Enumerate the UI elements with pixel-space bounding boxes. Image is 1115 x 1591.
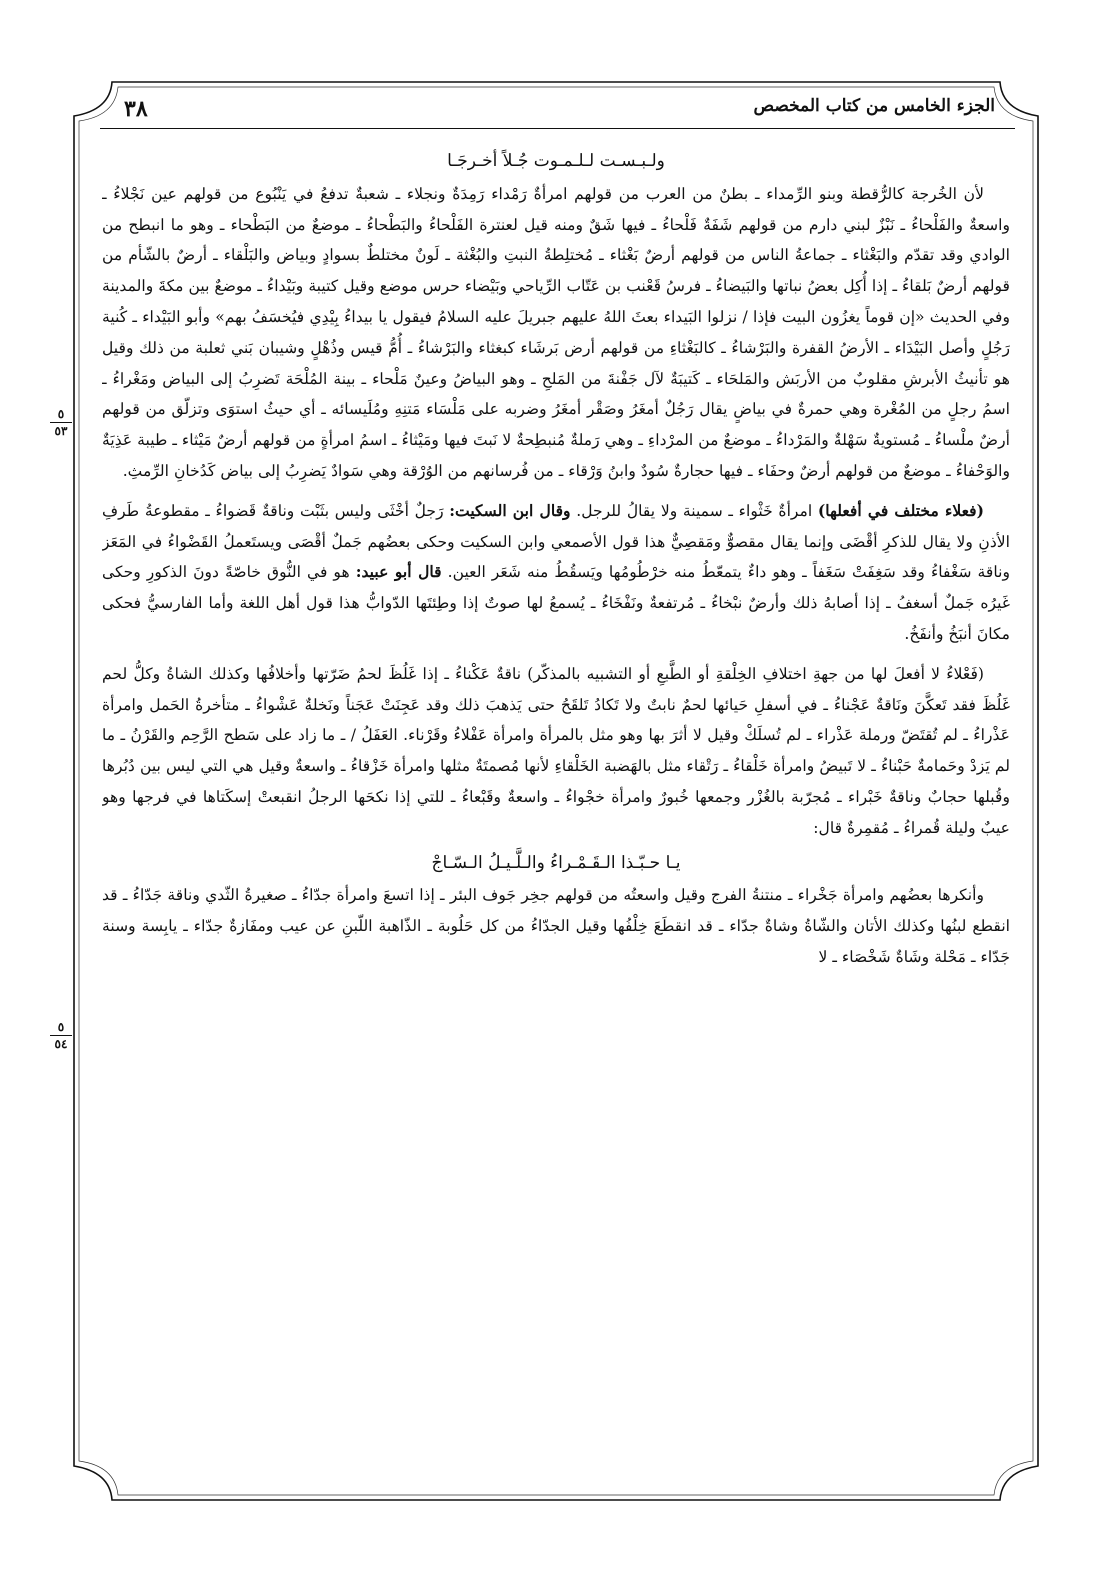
margin-reference [50,407,72,438]
margin-ref-top: ٥ [57,407,65,421]
verse-line: يـا حـبّـذا الـقَـمْـراءُ والـلَّـيـلُ الـسّـاجْ [431,852,681,873]
page-number: ٣٨ [124,96,148,122]
margin-ref-line [50,422,72,423]
margin-ref-top: ٥ [57,1020,65,1034]
header-divider [100,128,1015,129]
paragraph-text: هو في النُّوق خاصّةً دونَ الذكورِ وحكى غَيرُه جَملٌ أسغفُ ـ إذا أصابهُ ذلك وأرضٌ نبْخاءُ ـ مُرتفعةٌ ونَفْخَاءُ ـ يُسمعُ لها صوتٌ إذا وطِئتَها الدّوابُّ هذا قول أهل اللغة وأما الفارسيُّ فحكى مكانَ أنبَخُ وأنفَخُ. [102,563,1010,643]
margin-ref-bottom: ٥٣ [54,424,68,438]
paragraph [102,496,1010,650]
margin-ref-bottom: ٥٤ [54,1037,68,1051]
citation-label: وقال ابن السكيت: [449,500,571,520]
paragraph: (فَعْلاءُ لا أفعلَ لها من جهةِ اختلافِ الخِلْقةِ أو الطَّبعِ أو التشبيه بالمذكّر) ناقةٌ عَكْناءُ ـ إذا غَلُظَ لحمُ ضَرّتها وأخلافُها وكذلك الشاةُ وكلُّ لحم غَلُظَ فقد تَعكَّنَ ونَاقةٌ عَجْناءُ ـ في أسفلِ حَيائها لحمٌ نابتٌ ولا تَكادُ تَلقَحُ حتى يَذهبَ ذلك وقد عَجِنَتْ عَجَناً ونَخلةٌ عَشْواءُ ـ متأخرةُ الحَمل وامرأة عَذْراءُ ـ لم تُقتَضّ ورملة عَذْراء ـ لم تُسلَكْ وقيل لا أثرَ بها وهو مثل بالمرأة وامرأة عَفْلاءُ وقَرْناء. العَفَلُ / ـ ما زاد على سَطح الرَّحِم والقَرْنُ ـ ما لم يَزدْ وحَمامةٌ حَبْناءُ ـ لا تَبيضُ وامرأة خَلْقاءُ ـ رَتْقاء مثل بالهَضبة الخَلْقاءِ لأنها مُصمتَةٌ مثلها وامرأة خَزْقاءُ ـ واسعةٌ وقيل هي التي ليس بين دُبُرها وقُبلها حجابٌ وناقةٌ خَبْراء ـ مُجرّبة بالغُزْر وجمعها خُبورٌ وامرأة خجْواءُ ـ واسعةٌ وقَبْعاءُ ـ للتي إذا نكحَها الرجلُ انقبعتْ إسكَتاها في فرجها وهو عيبٌ وليلة قُمراءُ ـ مُقمِرةٌ قال: [102,664,1010,837]
citation-label: قال أبو عبيد: [355,562,442,582]
page-body [102,142,1010,1482]
verse-line: ولـبـسـت لـلـمـوت جُـلاً أخـرجَـا [447,151,665,171]
paragraph-text: امرأةٌ خَثْواء ـ سمينة ولا يقالُ للرجل. [570,501,818,520]
section-heading: (فعلاء مختلف في أفعلها) [817,500,984,520]
margin-reference [50,1020,72,1051]
running-title: الجزء الخامس من كتاب المخصص [753,96,995,116]
paragraph-text: رَجلٌ أخْثَى وليس بثَبْت وناقةٌ قَضواءُ ـ مقطوعةُ طَرفِ الأذنِ ولا يقال للذكرِ أقْضَى وإنما يقال مقصوٌّ ومَقصِيٌّ هذا قول الأصمعي وابن السكيت وحكى بعضُهم جَملٌ أقْصَى ويستَعملُ القَضْواءُ في المَعَز وناقة سَغْفاءُ وقد سَغِفَتْ سَغَفاً ـ وهو داءٌ يتمعّطُ منه خرْطُومُها ويَسقُطُ منه شَعَر العين. [102,501,1010,582]
paragraph: لأن الخُرجة كالرُّقطة وبنو الرِّمداء ـ بطنٌ من العرب من قولهم امرأةٌ رَمْداء رَمِدَةٌ ونجلاء ـ شعبةٌ تدفعُ في يَنْبُوع من قولهم عين نَجْلاءُ ـ واسعةٌ والفَلْحاءُ ـ نَبْزٌ لبني دارم من قولهم شَفَةٌ فَلْحاءُ ـ فيها شَقٌ ومنه قيل لعنترة الفَلْحاءُ والبَطْحاءُ ـ موضعٌ من البَطْحاء ـ وهو ما انبطح من الوادي وقد تقدّم والبَغْثاء ـ جماعةُ الناس من قولهم أرضٌ بَغْثاء ـ مُختلِطةُ النبتِ والبُغْثة ـ لَونٌ مختلطٌ بسوادٍ وبياض والبَلْقاء ـ أرضٌ بالشّأم من قولهم أرضٌ بَلقاءُ ـ إذا أُكِل بعضُ نباتها والبَيضاءُ ـ فرسُ قَعْنب بن عَتّاب الرِّياحي وبَيْضاء حرس موضع وقيل كتيبة وبَيْداءُ ـ موضعٌ بين مكةَ والمدينة وفي الحديث «إن قوماً يغزُون البيت فإذا / نزلوا البَيداء بعثَ اللهُ عليهم جبريلَ عليه السلامُ فيقول يا بيداءُ بِيْدِي فيُخسَفُ بهم» وأبو البَيْداء ـ كُنية رَجُلٍ وأصل البَيْدَاء ـ الأرضُ القفرة والبَرْشاءُ ـ كالبَغْثاءِ من قولهم أرض بَرشَاء كبغثاء والبَرْشاءُ ـ أُمُّ قيس وذُهْلٍ وشيبان بَني ثعلبة من ذلك وقيل هو تأنيثُ الأبرشِ مقلوبٌ من الأربَش والمَلحَاء ـ كَتيبَةٌ لآل جَفْنةَ من المَلحِ ـ وهو البياضُ وعينٌ مَلْحاء ـ بينة المُلْحَة تَضرِبُ إلى البياض ومَغْراءُ ـ اسمُ رجلٍ من المُغْرة وهي حمرةٌ في بياضٍ يقال رَجُلٌ أمغَرُ وصَقْر أمغَرُ وضربه على مَلْسَاء مَتنِهِ ومُلَيسائه ـ أي حيثُ استوَى وتزلّق من قولهم أرضٌ ملْساءُ ـ مُستويةٌ سَهْلةٌ والمَرْداءُ ـ موضعٌ من المرْداءِ ـ وهي رَملةٌ مُنبطِحةٌ لا نَبتَ فيها ومَيْثاءُ ـ اسمُ امرأةٍ من قولهم أرضٌ مَيْثاء ـ طيبة عَذِيَةٌ والوَحْفاءُ ـ موضعٌ من قولهم أرضٌ وحفَاء ـ فيها حجارةٌ سُودٌ وابنُ وَرْقاء ـ من فُرسانهم من الوُرْقة وهي سَوادٌ يَضرِبُ إلى بياض كَدُخانِ الرِّمثِ. [102,184,1010,480]
paragraph: وأنكرها بعضُهم وامرأة جَخْراء ـ منتنةُ الفرج وقيل واسعتُه من قولهم جخِر جَوف البئر ـ إذا اتسعَ وامرأة جدّاءُ ـ صغيرةُ الثّدي وناقة جَدّاءُ ـ قد انقطع لبنُها وكذلك الأتان والشّاةُ وشاةٌ جدّاء ـ قد انقطَعَ خِلْفُها وقيل الجدّاءُ من كل حَلُوبة ـ الذّاهبة اللّبنِ عن عيب ومفَازةٌ جدّاء ـ يابِسة وسنة جَدّاء ـ مَحْلة وشَاةٌ شَخْصَاء ـ لا [102,886,1010,966]
margin-ref-line [50,1035,72,1036]
